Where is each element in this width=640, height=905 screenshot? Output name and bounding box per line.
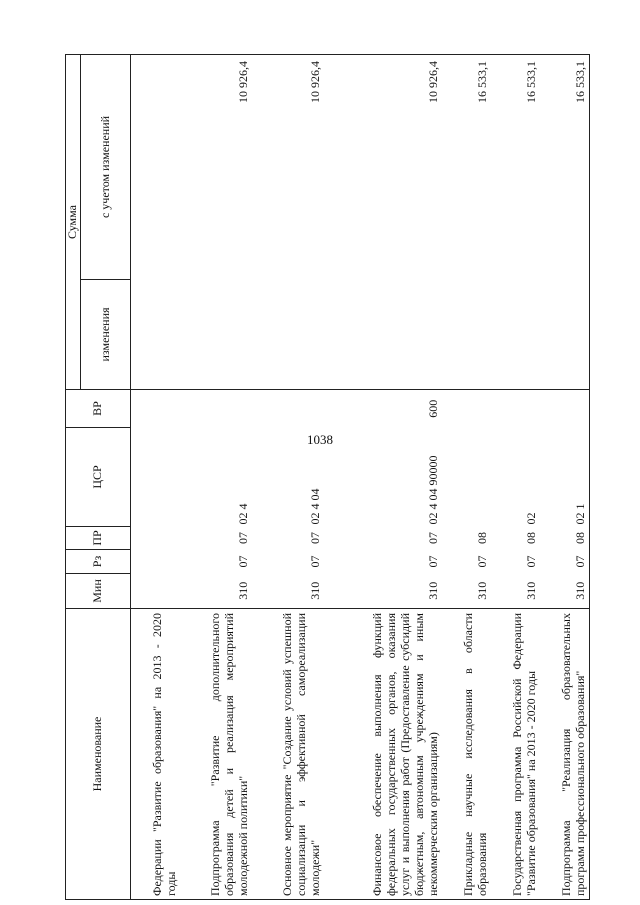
row-total: 10 926,4 — [324, 54, 442, 279]
row-name: Подпрограмма "Реализация образовательных программ профессионального образования" — [540, 609, 590, 900]
header-with-changes: с учетом изменений — [81, 54, 131, 279]
row-total: 10 926,4 — [252, 54, 324, 279]
row-vr: 600 — [324, 390, 442, 428]
row-name: Подпрограмма "Развитие дополнительного образования детей и реализация мероприятий молодежной политики" — [180, 609, 252, 900]
row-min: 310 — [236, 581, 251, 600]
row-min: 310 — [523, 581, 538, 600]
row-rz: 07 — [474, 555, 489, 568]
page-number: 1038 — [307, 432, 333, 447]
table-row — [442, 54, 491, 899]
table-row — [131, 54, 181, 899]
row-rz: 07 — [523, 555, 538, 568]
row-total: 16 533,1 — [540, 54, 590, 279]
row-rz: 07 — [425, 555, 440, 568]
row-pr: 07 — [308, 532, 323, 544]
row-csr: 02 1 — [540, 428, 590, 527]
row-changes — [252, 280, 324, 390]
row-min: 310 — [474, 581, 489, 600]
table-body — [131, 54, 590, 899]
table-row — [491, 54, 540, 899]
row-pr: 08 — [540, 527, 590, 550]
row-name: Федерации "Развитие образования" на 2013 - 2020 годы — [131, 609, 181, 900]
budget-table — [65, 54, 590, 900]
row-min: 310 — [425, 581, 440, 600]
header-sum: Сумма — [66, 54, 81, 389]
row-min — [131, 574, 181, 609]
row-vr — [442, 390, 491, 428]
row-changes — [131, 280, 181, 390]
row-vr — [252, 390, 324, 428]
row-changes — [491, 280, 540, 390]
header-vr: ВР — [66, 390, 131, 428]
row-csr — [442, 428, 491, 527]
header-rz: Рз — [66, 550, 131, 574]
row-name: Прикладные научные исследования в области образования — [442, 609, 491, 900]
header-csr: ЦСР — [66, 428, 131, 527]
table-row — [540, 54, 590, 899]
row-rz — [131, 550, 181, 574]
rotated-budget-table — [65, 55, 590, 900]
header-changes: изменения — [81, 280, 131, 390]
row-name: Основное мероприятие "Создание условий успешной социализации и эффективной самореализации молодежи" — [252, 609, 324, 900]
row-csr: 02 — [523, 512, 538, 525]
row-rz: 07 — [540, 550, 590, 574]
row-rz: 07 — [308, 555, 323, 568]
row-vr — [540, 390, 590, 428]
row-pr: 08 — [523, 532, 538, 544]
row-pr: 07 — [236, 532, 251, 544]
row-pr: 07 — [425, 532, 440, 544]
table-row — [180, 54, 252, 899]
row-vr — [491, 390, 540, 428]
header-pr: ПР — [66, 527, 131, 550]
row-name: Государственная программа Российской Федерации "Развитие образования" на 2013 - 2020 годы — [491, 609, 540, 900]
row-total: 10 926,4 — [180, 54, 252, 279]
row-vr — [131, 390, 181, 428]
row-csr — [131, 428, 181, 527]
row-pr: 08 — [474, 532, 489, 544]
table-row — [252, 54, 324, 899]
row-changes — [180, 280, 252, 390]
row-min: 310 — [308, 581, 323, 600]
row-csr: 02 4 — [236, 503, 251, 525]
row-csr: 02 4 04 — [308, 488, 323, 525]
row-name: Финансовое обеспечение выполнения функций федеральных государственных органов, оказания услуг и выполнения работ (Предоставление субсидий бюджетным, автономным учреждениям и иным некоммерческим организациям) — [324, 609, 442, 900]
row-changes — [324, 280, 442, 390]
row-changes — [442, 280, 491, 390]
row-changes — [540, 280, 590, 390]
row-pr — [131, 527, 181, 550]
header-min: Мин — [66, 574, 131, 609]
row-min: 310 — [540, 574, 590, 609]
row-rz: 07 — [236, 555, 251, 568]
row-total: 16 533,1 — [491, 54, 540, 279]
header-name: Наименование — [66, 609, 131, 900]
row-csr: 02 4 04 90000 — [425, 455, 440, 525]
row-vr — [180, 390, 252, 428]
row-total — [131, 54, 181, 279]
row-total: 16 533,1 — [442, 54, 491, 279]
table-row — [324, 54, 442, 899]
